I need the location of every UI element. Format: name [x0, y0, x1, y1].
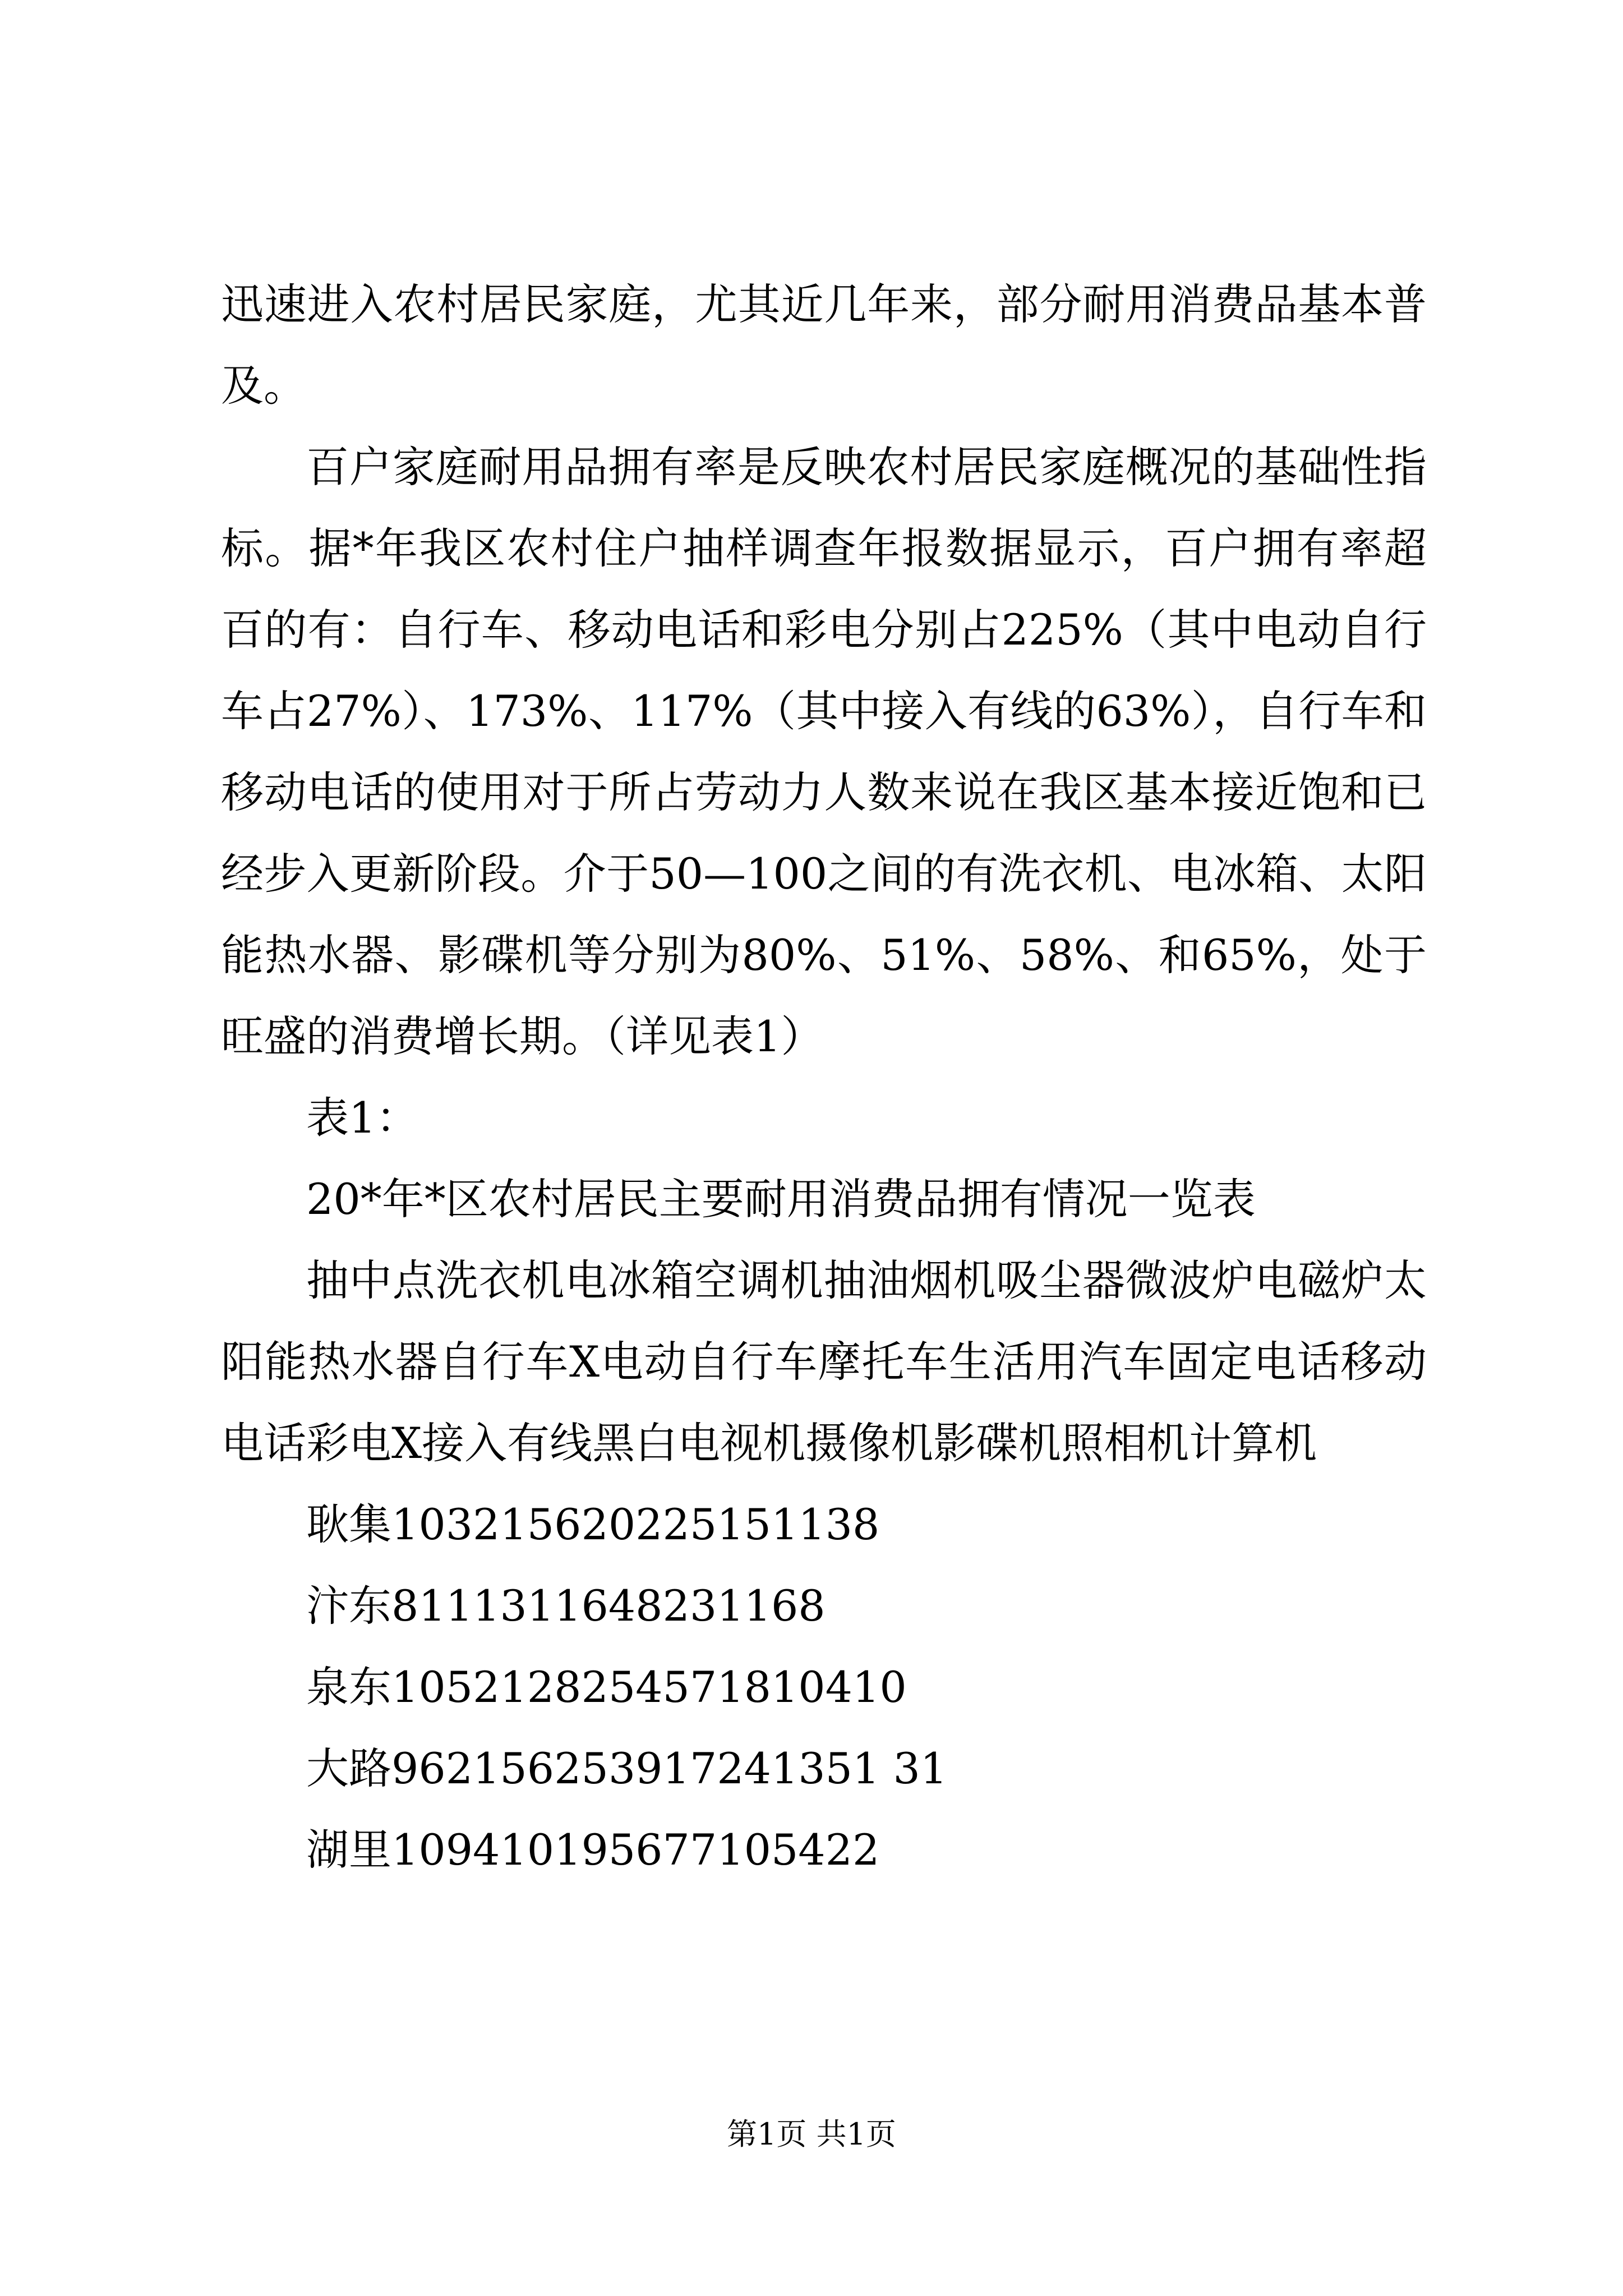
row-name: 湖里: [306, 1825, 391, 1875]
paragraph-continuation: 迅速进入农村居民家庭，尤其近几年来，部分耐用消费品基本普及。: [221, 279, 1427, 411]
table-header-text: 抽中点洗衣机电冰箱空调机抽油烟机吸尘器微波炉电磁炉太阳能热水器自行车X电动自行车摩托车生活用汽车固定电话移动电话彩电X接入有线黑白电视机摄像机影碟机照相机计算机: [221, 1255, 1427, 1468]
table-title: 20*年*区农村居民主要耐用消费品拥有情况一览表: [306, 1174, 1256, 1224]
page-footer: [0, 2115, 1623, 2154]
table-row: [221, 1809, 1427, 1890]
row-values: 103215620225151138: [391, 1499, 880, 1549]
row-name: 耿集: [306, 1499, 391, 1549]
row-values: 8111311648231168: [391, 1581, 826, 1631]
row-name: 泉东: [306, 1662, 391, 1712]
row-name: 汴东: [306, 1581, 391, 1631]
table-row: [221, 1646, 1427, 1728]
row-name: 大路: [306, 1743, 391, 1793]
row-values: 109410195677105422: [391, 1825, 880, 1875]
table-row: [221, 1728, 1427, 1809]
table-row: [221, 1565, 1427, 1646]
table-row: [221, 1484, 1427, 1565]
page-number: 第1页 共1页: [727, 2116, 896, 2152]
table-label: 表1：: [306, 1093, 419, 1143]
document-body: [221, 264, 1427, 1890]
row-values: 1052128254571810410: [391, 1662, 907, 1712]
row-values: 962156253917241351 31: [391, 1743, 948, 1793]
paragraph-ownership-rate: 百户家庭耐用品拥有率是反映农村居民家庭概况的基础性指标。据*年我区农村住户抽样调查年报数据显示，百户拥有率超百的有：自行车、移动电话和彩电分别占225%（其中电动自行车占27%）、173%、117%（其中接入有线的63%），自行车和移动电话的使用对于所占劳动力人数来说在我区基本接近饱和已经步入更新阶段。介于50—100之间的有洗衣机、电冰箱、太阳能热水器、影碟机等分别为80%、51%、58%、和65%，处于旺盛的消费增长期。（详见表1）: [221, 442, 1427, 1061]
